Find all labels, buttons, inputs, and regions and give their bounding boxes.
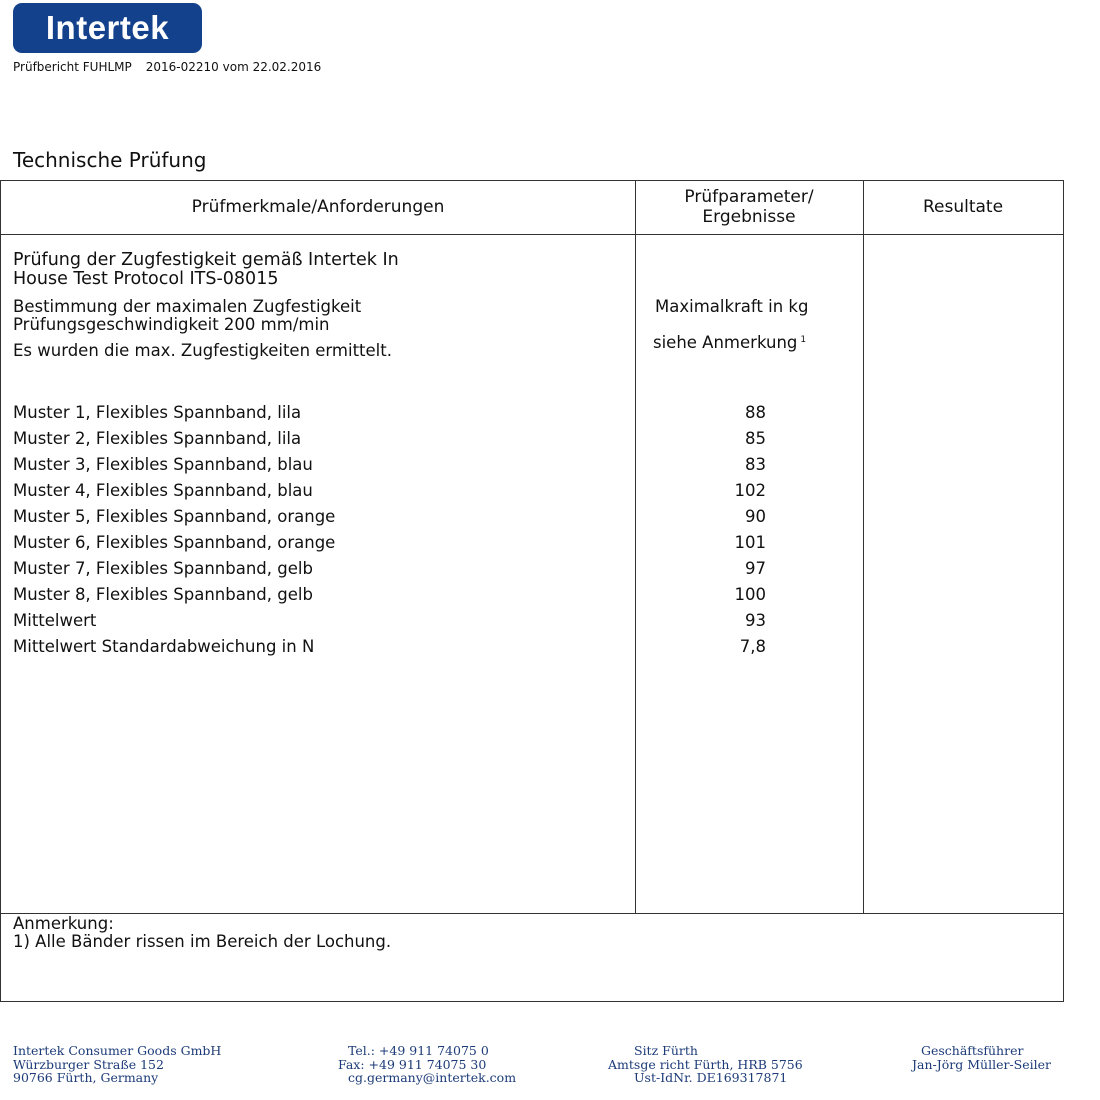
param-footnote: 1 xyxy=(800,335,807,345)
sample-value: 102 xyxy=(734,481,766,500)
report-reference xyxy=(13,60,321,74)
footer-fax: Fax: +49 911 74075 30 xyxy=(338,1056,487,1072)
param-line1: Maximalkraft in kg xyxy=(655,297,809,316)
note-title: Anmerkung: xyxy=(13,914,114,933)
note-divider xyxy=(1,913,1063,914)
column-divider-2 xyxy=(863,181,864,913)
header-divider xyxy=(1,234,1063,235)
sample-value: 97 xyxy=(745,559,766,578)
sample-label: Muster 6, Flexibles Spannband, orange xyxy=(13,533,336,552)
header-results: Resultate xyxy=(922,197,1004,217)
footer-management-name: Jan-Jörg Müller-Seiler xyxy=(912,1056,1051,1072)
sample-label: Muster 3, Flexibles Spannband, blau xyxy=(13,455,313,474)
desc-line1: Bestimmung der maximalen Zugfestigkeit xyxy=(13,297,362,316)
header-parameters xyxy=(635,187,863,227)
test-title-line2: House Test Protocol ITS-08015 xyxy=(13,269,279,289)
footer-contact xyxy=(338,1044,516,1085)
sample-label: Muster 2, Flexibles Spannband, lila xyxy=(13,429,302,448)
report-number: 2016-02210 vom 22.02.2016 xyxy=(145,60,322,74)
header-parameters-line1: Prüfparameter/ xyxy=(684,187,814,207)
param-line2-text: siehe Anmerkung xyxy=(653,333,798,352)
sample-value: 83 xyxy=(745,455,766,474)
note-text: 1) Alle Bänder rissen im Bereich der Lochung. xyxy=(13,932,392,951)
sample-label: Muster 5, Flexibles Spannband, orange xyxy=(13,507,336,526)
footer-management xyxy=(912,1044,1051,1071)
desc-line2: Prüfungsgeschwindigkeit 200 mm/min xyxy=(13,315,330,334)
footer-company-line: 90766 Fürth, Germany xyxy=(13,1070,159,1085)
test-title-line1: Prüfung der Zugfestigkeit gemäß Intertek In xyxy=(13,250,399,270)
section-title: Technische Prüfung xyxy=(13,148,207,172)
footer-email[interactable]: cg.germany@intertek.com xyxy=(348,1070,517,1085)
sample-label: Muster 1, Flexibles Spannband, lila xyxy=(13,403,302,422)
footer-company xyxy=(13,1044,221,1085)
footer-company-line: Würzburger Straße 152 xyxy=(13,1056,164,1072)
header-requirements: Prüfmerkmale/Anforderungen xyxy=(191,197,445,217)
desc-line3: Es wurden die max. Zugfestigkeiten ermittelt. xyxy=(13,341,392,360)
sample-label: Muster 7, Flexibles Spannband, gelb xyxy=(13,559,313,578)
intertek-logo xyxy=(13,3,202,53)
sample-label: Muster 4, Flexibles Spannband, blau xyxy=(13,481,313,500)
footer-legal-line: Amtsge richt Fürth, HRB 5756 xyxy=(608,1056,803,1072)
sample-value: 101 xyxy=(734,533,766,552)
footer-company-line: Intertek Consumer Goods GmbH xyxy=(13,1043,222,1058)
logo-text: Intertek xyxy=(45,9,170,46)
footer-management-title: Geschäftsführer xyxy=(921,1043,1024,1058)
param-line2 xyxy=(653,333,806,352)
sample-value: 7,8 xyxy=(739,637,766,656)
footer-phone: Tel.: +49 911 74075 0 xyxy=(348,1043,489,1058)
footer-legal-line: Sitz Fürth xyxy=(634,1043,698,1058)
sample-label: Mittelwert xyxy=(13,611,97,630)
sample-value: 100 xyxy=(734,585,766,604)
sample-value: 90 xyxy=(745,507,766,526)
sample-label: Mittelwert Standardabweichung in N xyxy=(13,637,315,656)
sample-value: 93 xyxy=(745,611,766,630)
sample-label: Muster 8, Flexibles Spannband, gelb xyxy=(13,585,313,604)
report-label: Prüfbericht FUHLMP xyxy=(13,60,132,74)
sample-value: 85 xyxy=(745,429,766,448)
footer-legal-line: Ust-IdNr. DE169317871 xyxy=(634,1070,788,1085)
header-parameters-line2: Ergebnisse xyxy=(702,207,796,227)
column-divider-1 xyxy=(635,181,636,913)
footer-legal xyxy=(608,1044,803,1085)
sample-value: 88 xyxy=(745,403,766,422)
test-table xyxy=(0,180,1064,1002)
